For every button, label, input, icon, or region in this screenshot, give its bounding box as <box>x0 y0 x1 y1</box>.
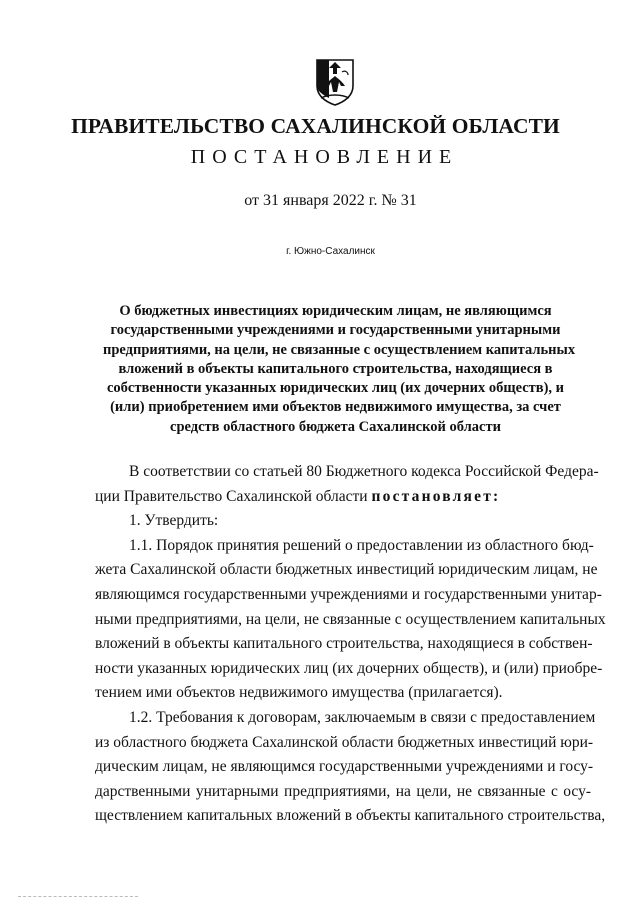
decree-date-number: от 31 января 2022 г. № 31 <box>244 192 417 209</box>
paragraph-1-2-line: дическим лицам, не являющимся государственными учреждениями и госу- <box>95 758 594 776</box>
title-line: (или) приобретением ими объектов недвижимого имущества, за счет <box>110 399 561 416</box>
document-type: ПОСТАНОВЛЕНИЕ <box>190 146 459 168</box>
intro-text: ции Правительство Сахалинской области <box>95 487 368 505</box>
coat-of-arms-icon <box>315 58 355 106</box>
resolves-keyword: постановляет: <box>371 487 501 505</box>
paragraph-1-2-line: 1.2. Требования к договорам, заключаемым в связи с предоставлением <box>129 708 596 726</box>
decree-title <box>103 302 576 437</box>
item-1: 1. Утвердить: <box>129 512 219 530</box>
paragraph-1-1-line: ными предприятиями, на цели, не связанные с осуществлением капитальных <box>95 610 606 628</box>
paragraph-1-1-line: являющимся государственными учреждениями и государственными унитар- <box>95 585 602 603</box>
title-line: средств областного бюджета Сахалинской области <box>170 418 501 435</box>
paragraph-1-1-line: 1.1. Порядок принятия решений о предоставлении из областного бюд- <box>129 536 594 554</box>
paragraph-1-1-line: жета Сахалинской области бюджетных инвестиций юридическим лицам, не <box>95 561 598 579</box>
paragraph-1-2-line: ществлением капитальных вложений в объекты капитального строительства, <box>95 807 606 825</box>
scan-artifact-line <box>18 896 138 900</box>
title-line: собственности указанных юридических лиц (их дочерних обществ), и <box>106 380 565 397</box>
title-line: вложений в объекты капитального строительства, находящиеся в <box>118 360 553 377</box>
title-line: предприятиями, на цели, не связанные с осуществлением капитальных <box>103 341 576 358</box>
paragraph-1-2-line: из областного бюджета Сахалинской области бюджетных инвестиций юри- <box>95 733 594 751</box>
government-name: ПРАВИТЕЛЬСТВО САХАЛИНСКОЙ ОБЛАСТИ <box>71 114 560 138</box>
intro-line <box>95 485 591 510</box>
decree-body <box>95 460 606 829</box>
title-line: О бюджетных инвестициях юридическим лицам, не являющимся <box>119 303 552 319</box>
issuing-city: г. Южно-Сахалинск <box>286 246 375 257</box>
paragraph-1-1-line: тением ими объектов недвижимого имущества (прилагается). <box>95 684 503 702</box>
paragraph-1-2-line: дарственными унитарными предприятиями, на цели, не связанные с осу- <box>95 782 591 800</box>
intro-line: В соответствии со статьей 80 Бюджетного кодекса Российской Федера- <box>129 463 599 480</box>
paragraph-1-1-line: вложений в объекты капитального строительства, находящиеся в собствен- <box>95 635 593 653</box>
title-line: государственными учреждениями и государственными унитарными <box>110 322 561 339</box>
paragraph-1-1-line: ности указанных юридических лиц (их дочерних обществ), и (или) приобре- <box>95 659 603 677</box>
